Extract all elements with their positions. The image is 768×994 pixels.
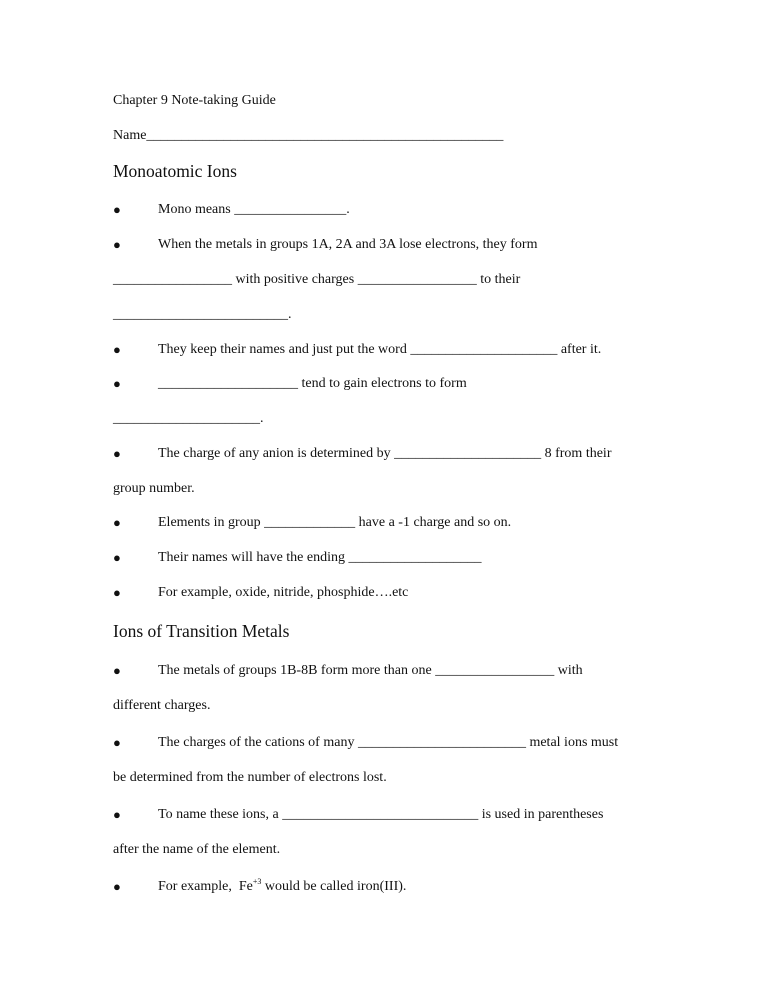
list-item: They keep their names and just put the word _____________________ after it. [158,342,602,357]
bullet-icon: ● [113,807,121,822]
example-prefix: For example, Fe [158,879,253,894]
bullet-icon: ● [113,735,121,750]
list-item: The metals of groups 1B-8B form more than one _________________ with [158,663,583,678]
list-item: For example, oxide, nitride, phosphide….etc [158,585,409,600]
list-item-continuation: _________________________. [113,307,292,322]
section-heading-transition-metals: Ions of Transition Metals [113,621,290,641]
bullet-icon: ● [113,237,121,252]
list-item: The charge of any anion is determined by _____________________ 8 from their [158,446,612,461]
list-item-continuation: be determined from the number of electrons lost. [113,770,387,785]
list-item-continuation: group number. [113,481,195,496]
bullet-icon: ● [113,202,121,217]
list-item-continuation: after the name of the element. [113,842,281,857]
bullet-icon: ● [113,663,121,678]
list-item-continuation: different charges. [113,698,211,713]
bullet-icon: ● [113,879,121,894]
document-title: Chapter 9 Note-taking Guide [113,93,276,108]
list-item: When the metals in groups 1A, 2A and 3A lose electrons, they form [158,237,538,252]
bullet-icon: ● [113,585,121,600]
example-suffix: would be called iron(III). [261,879,407,894]
list-item: To name these ions, a ____________________________ is used in parentheses [158,807,604,822]
bullet-icon: ● [113,550,121,565]
bullet-icon: ● [113,342,121,357]
list-item: Their names will have the ending ___________________ [158,550,482,565]
bullet-icon: ● [113,515,121,530]
list-item: Mono means ________________. [158,202,350,217]
charge-superscript: +3 [252,877,262,886]
bullet-icon: ● [113,446,121,461]
list-item: ____________________ tend to gain electrons to form [158,376,467,391]
list-item-continuation: _________________ with positive charges _________________ to their [113,272,521,287]
name-field-line: Name___________________________________________________ [113,128,504,143]
list-item: Elements in group _____________ have a -1 charge and so on. [158,515,512,530]
section-heading-monoatomic-ions: Monoatomic Ions [113,161,237,181]
list-item-example [158,878,406,896]
list-item-continuation: _____________________. [113,411,264,426]
list-item: The charges of the cations of many ________________________ metal ions must [158,735,619,750]
bullet-icon: ● [113,376,121,391]
